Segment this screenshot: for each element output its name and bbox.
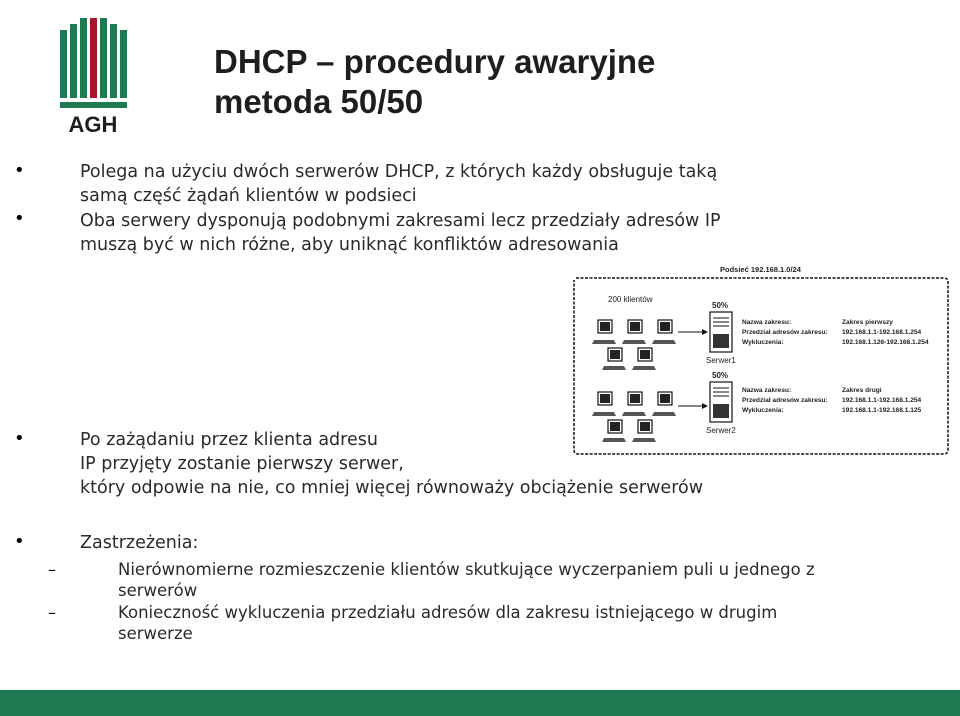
server2-scope-name-value: Zakres drugi <box>842 387 882 394</box>
server1-percent: 50% <box>712 301 729 310</box>
bullet-dot: • <box>14 208 25 229</box>
computer-icon <box>602 348 626 370</box>
server-icon <box>710 312 732 352</box>
server1-name: Serwer1 <box>706 356 736 365</box>
computer-icon <box>592 320 616 344</box>
server1-scope-range-value: 192.168.1.1-192.168.1.254 <box>842 329 922 336</box>
server-icon <box>710 382 732 422</box>
bullet-3-text: Po zażądaniu przez klienta adresu IP przyjęty zostanie pierwszy serwer, który odpowie na nie, co mniej więcej równoważy obciążenie serwerów <box>80 430 704 498</box>
server2-scope-range-value: 192.168.1.1-192.168.1.254 <box>842 397 922 404</box>
server1-scope-name-label: Nazwa zakresu: <box>742 319 792 326</box>
server1-scope-name-value: Zakres pierwszy <box>842 319 893 326</box>
computer-icon <box>652 320 676 344</box>
agh-logo <box>58 18 130 136</box>
sub-bullet-2-text: Konieczność wykluczenia przedziału adresów dla zakresu istniejącego w drugim serwerze <box>118 603 778 643</box>
server2-exclusions-value: 192.168.1.1-192.168.1.125 <box>842 407 922 414</box>
footer-bar <box>0 690 960 716</box>
server2-scope-name-label: Nazwa zakresu: <box>742 387 792 394</box>
server2-scope-range-label: Przedział adresów zakresu: <box>742 397 828 404</box>
server1-scope-range-label: Przedział adresów zakresu: <box>742 329 828 336</box>
bullet-dot: • <box>14 160 25 181</box>
server1-exclusions-value: 192.168.1.126-192.168.1.254 <box>842 339 929 346</box>
page-title <box>214 42 655 122</box>
computer-icon <box>652 392 676 416</box>
title-line-2: metoda 50/50 <box>214 83 424 120</box>
server2-percent: 50% <box>712 371 729 380</box>
computer-icon <box>622 392 646 416</box>
bullet-dot: • <box>14 531 25 552</box>
sub-bullet-dash: – <box>48 603 56 622</box>
server1-exclusions-label: Wykluczenia: <box>742 339 784 346</box>
agh-logo-graphic <box>58 18 130 136</box>
logo-text: AGH <box>68 112 118 136</box>
bullet-2-text: Oba serwery dysponują podobnymi zakresami lecz przedziały adresów IP muszą być w nich różne, aby uniknąć konfliktów adresowania <box>80 211 721 255</box>
server2-name: Serwer2 <box>706 426 736 435</box>
computer-icon <box>632 348 656 370</box>
computer-icon <box>592 392 616 416</box>
bullet-1-text: Polega na użyciu dwóch serwerów DHCP, z których każdy obsługuje taką samą część żądań klientów w podsieci <box>80 162 718 206</box>
subnet-label: Podsieć 192.168.1.0/24 <box>720 265 801 274</box>
computer-icon <box>622 320 646 344</box>
server2-exclusions-label: Wykluczenia: <box>742 407 784 414</box>
sub-bullet-dash: – <box>48 560 56 579</box>
sub-bullet-1-text: Nierównomierne rozmieszczenie klientów skutkujące wyczerpaniem puli u jednego z serwerów <box>118 560 815 600</box>
bullet-dot: • <box>14 428 25 449</box>
clients-label: 200 klientów <box>608 295 653 304</box>
bullet-4-text: Zastrzeżenia: <box>80 533 199 553</box>
title-line-1: DHCP – procedury awaryjne <box>214 43 656 80</box>
